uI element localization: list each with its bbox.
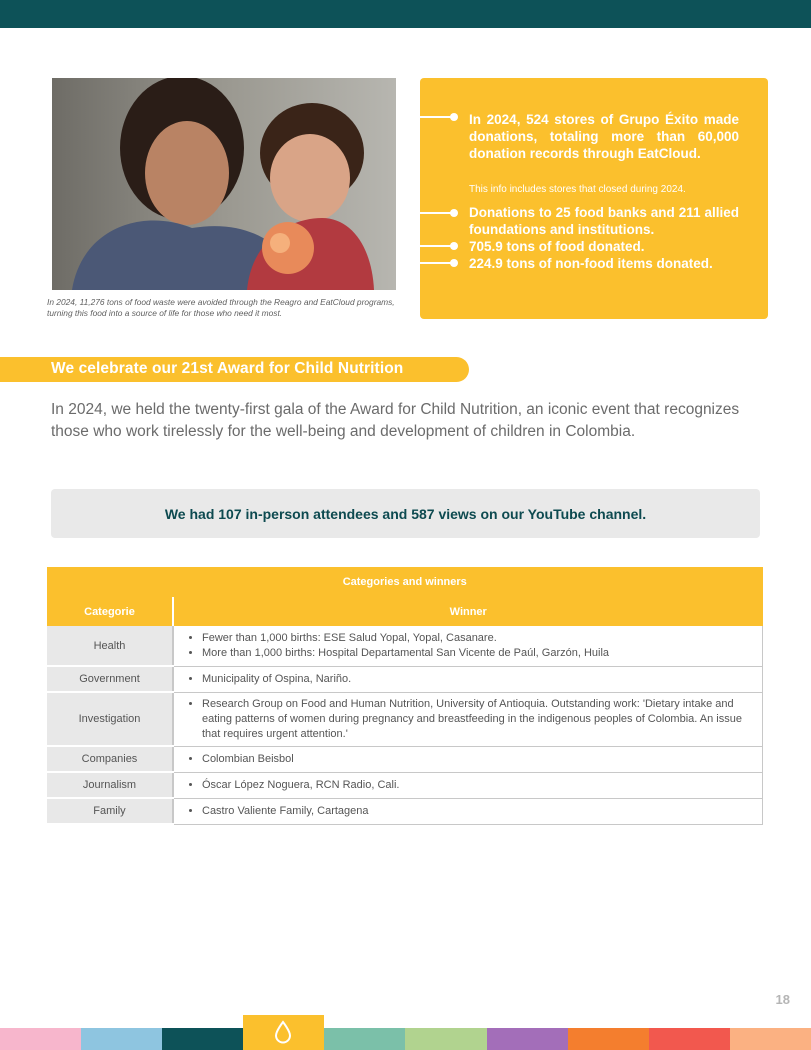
table-row [47, 798, 763, 824]
footer-color-segment [324, 1028, 405, 1050]
winner-item: • Colombian Beisbol [202, 752, 752, 767]
photo-mother-child [52, 78, 396, 290]
winner-item: • Castro Valiente Family, Cartagena [202, 804, 752, 819]
section-intro: In 2024, we held the twenty-first gala of the Award for Child Nutrition, an iconic event that recognizes those who work tirelessly for the well-being and development of children in Colombia. [51, 401, 740, 440]
bullet-dot [450, 113, 458, 121]
highlight-stores: In 2024, 524 stores of Grupo Éxito made donations, totaling more than 60,000 donation records through EatCloud. [469, 112, 739, 161]
winner-item: • Research Group on Food and Human Nutrition, University of Antioquia. Outstanding work: 'Dietary intake and eating patterns of women during pregnancy and breastfeeding in the indigenous peoples of Colombia. An issue that requires urgent attention.' [202, 697, 752, 742]
table-row [47, 772, 763, 798]
highlight-food-banks: Donations to 25 food banks and 211 allied foundations and institutions. [469, 205, 739, 237]
winner-item: • Municipality of Ospina, Nariño. [202, 672, 752, 687]
category-cell: Companies [47, 746, 173, 772]
category-cell: Investigation [47, 692, 173, 746]
photo-illustration [52, 78, 396, 290]
section-banner [0, 357, 469, 382]
winner-cell [173, 746, 763, 772]
bullet-connector [420, 116, 454, 118]
attendance-stat-box [51, 489, 760, 538]
winner-cell [173, 626, 763, 666]
highlight-note: This info includes stores that closed during 2024. [469, 184, 686, 195]
highlight-non-food-tons: 224.9 tons of non-food items donated. [469, 256, 713, 271]
winner-cell [173, 666, 763, 692]
table-row [47, 746, 763, 772]
bullet-connector [420, 262, 454, 264]
table-row [47, 692, 763, 746]
highlight-food-tons: 705.9 tons of food donated. [469, 239, 645, 254]
bullet-connector [420, 212, 454, 214]
winner-cell [173, 692, 763, 746]
winner-cell [173, 772, 763, 798]
water-drop-icon [274, 1020, 292, 1044]
section-heading: We celebrate our 21st Award for Child Nutrition [51, 360, 404, 377]
winner-item: • More than 1,000 births: Hospital Departamental San Vicente de Paúl, Garzón, Huila [202, 646, 752, 661]
category-cell: Health [47, 626, 173, 666]
winner-item: • Fewer than 1,000 births: ESE Salud Yopal, Yopal, Casanare. [202, 631, 752, 646]
category-cell: Journalism [47, 772, 173, 798]
donation-highlights-box [420, 78, 768, 319]
footer-color-segment [568, 1028, 649, 1050]
category-cell: Family [47, 798, 173, 824]
table-title: Categories and winners [47, 567, 763, 597]
bullet-dot [450, 259, 458, 267]
table-row [47, 626, 763, 666]
footer-color-segment [487, 1028, 568, 1050]
footer-color-segment [81, 1028, 162, 1050]
column-header-winner: Winner [173, 597, 763, 626]
footer-color-segment [730, 1028, 811, 1050]
bullet-dot [450, 209, 458, 217]
footer-color-strip [0, 1028, 811, 1050]
footer-color-segment [649, 1028, 730, 1050]
winners-table [47, 567, 763, 825]
page-number: 18 [775, 992, 790, 1007]
column-header-category: Categorie [47, 597, 173, 626]
photo-caption: In 2024, 11,276 tons of food waste were avoided through the Reagro and EatCloud programs, turning this food into a source of life for those who need it most. [47, 297, 395, 318]
footer-drop-tab [243, 1015, 324, 1050]
top-bar [0, 0, 811, 28]
category-cell: Government [47, 666, 173, 692]
winner-item: • Óscar López Noguera, RCN Radio, Cali. [202, 778, 752, 793]
winner-cell [173, 798, 763, 824]
bullet-dot [450, 242, 458, 250]
footer-color-segment [405, 1028, 486, 1050]
table-row [47, 666, 763, 692]
bullet-connector [420, 245, 454, 247]
attendance-stat-text: We had 107 in-person attendees and 587 views on our YouTube channel. [164, 505, 647, 522]
footer-color-segment [162, 1028, 243, 1050]
footer-color-segment [0, 1028, 81, 1050]
